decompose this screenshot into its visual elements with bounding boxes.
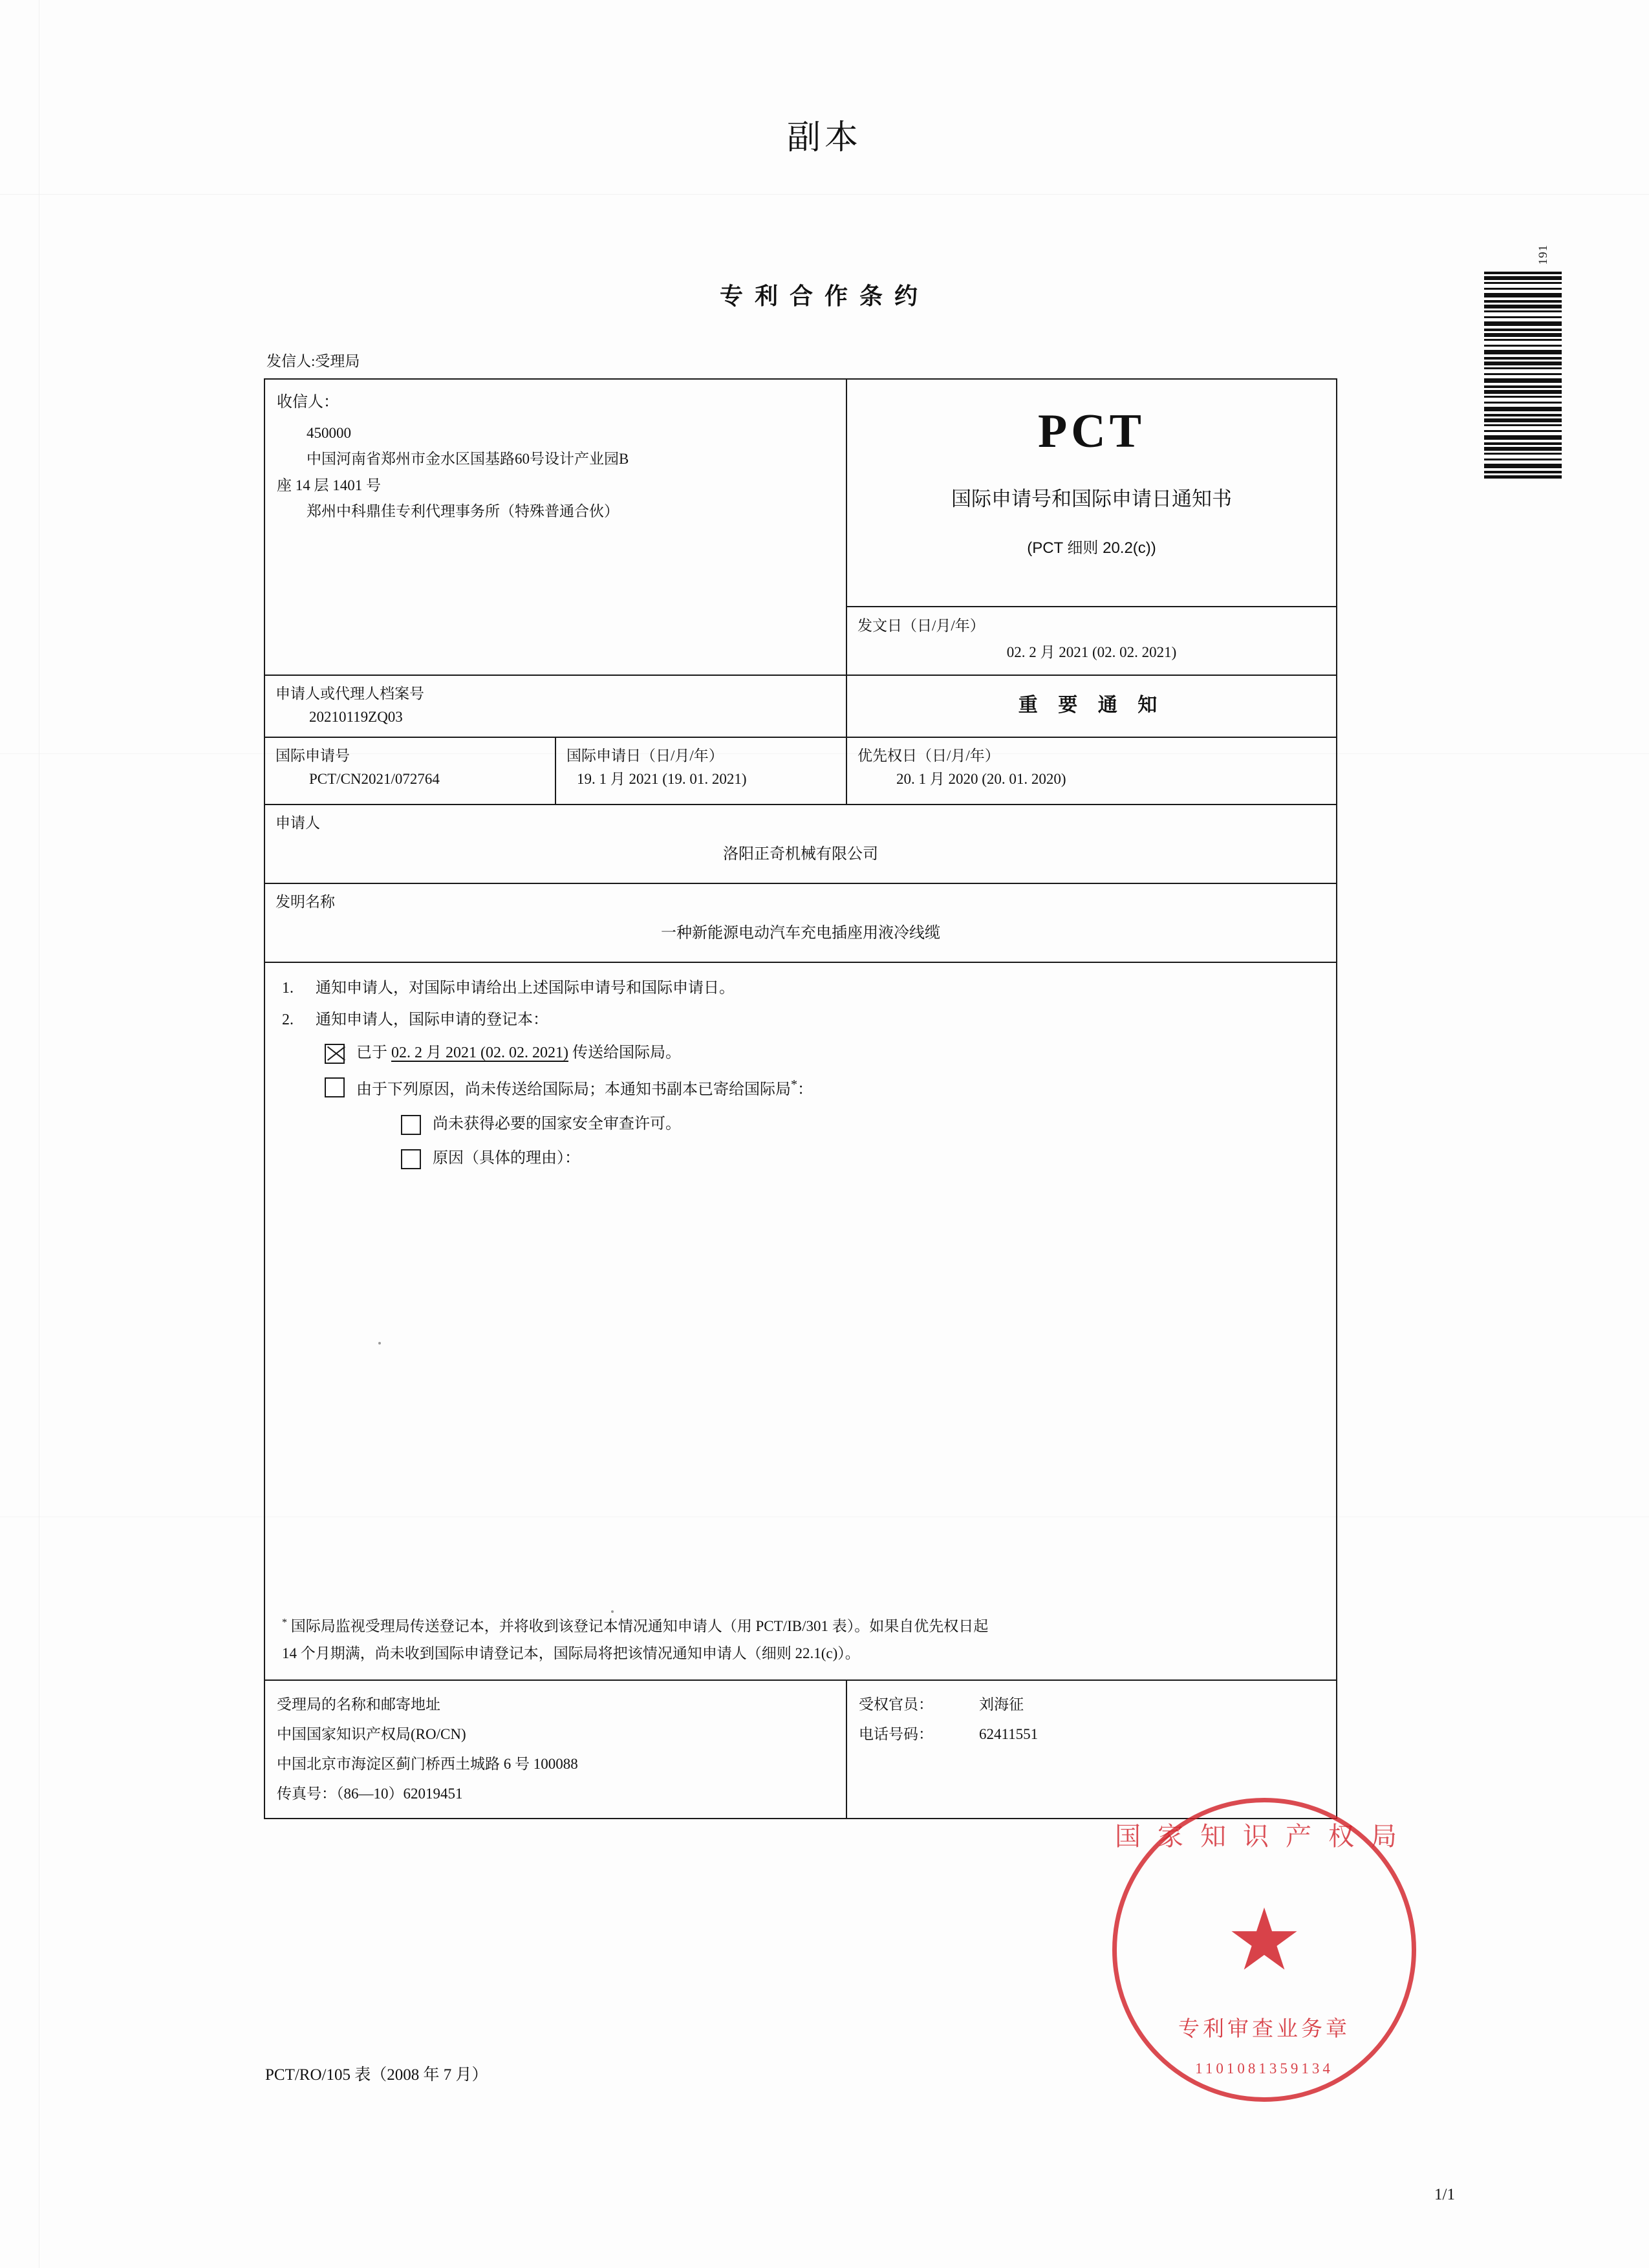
receiving-office-name: 中国国家知识产权局(RO/CN) — [277, 1726, 466, 1742]
applicant-cell — [265, 805, 1336, 884]
officer-cell — [847, 1681, 1336, 1818]
issue-date-value: 02. 2 月 2021 (02. 02. 2021) — [1006, 644, 1177, 660]
receiving-office-label: 受理局的名称和邮寄地址 — [277, 1696, 440, 1712]
important-notice-cell — [847, 676, 1336, 738]
docket-label: 申请人或代理人档案号 — [275, 686, 424, 702]
checkbox-not-transmitted[interactable] — [325, 1077, 345, 1097]
form-top-row — [265, 380, 1336, 676]
notice-option-reason[interactable] — [401, 1145, 1320, 1172]
checkbox-transmitted-checked[interactable] — [325, 1044, 345, 1064]
addressee-line-address2: 座 14 层 1401 号 — [277, 477, 381, 493]
notice-item-1 — [282, 975, 1320, 1002]
phone-value: 62411551 — [979, 1726, 1039, 1742]
invention-label: 发明名称 — [275, 894, 335, 910]
addressee-line-postcode: 450000 — [307, 425, 351, 441]
scan-artifact-line — [0, 194, 1649, 195]
pct-rule-reference: (PCT 细则 20.2(c)) — [1027, 539, 1156, 557]
numbers-row — [265, 738, 1336, 805]
invention-value: 一种新能源电动汽车充电插座用液冷线缆 — [661, 924, 940, 942]
seal-code: 1101081359134 — [1195, 2060, 1333, 2077]
not-transmitted-footnote-mark: * — [791, 1077, 797, 1092]
docket-row — [265, 676, 1336, 738]
intl-filing-date-value: 19. 1 月 2021 (19. 01. 2021) — [577, 770, 747, 787]
priority-date-label: 优先权日（日/月/年） — [857, 748, 1000, 764]
not-transmitted-text: 由于下列原因，尚未传送给国际局；本通知书副本已寄给国际局 — [356, 1081, 791, 1098]
pct-heading-box — [847, 380, 1336, 676]
pct-form — [264, 378, 1337, 1819]
pct-logo: PCT — [1038, 405, 1145, 458]
notice-footnote — [282, 1613, 1320, 1668]
officer-label: 受权官员： — [859, 1696, 933, 1712]
transmitted-prefix: 已于 — [356, 1044, 387, 1062]
docket-value: 20210119ZQ03 — [309, 708, 403, 725]
page-number: 1/1 — [1434, 2186, 1455, 2203]
phone-row — [859, 1720, 1324, 1749]
issue-date-label: 发文日（日/月/年） — [857, 618, 985, 634]
intl-filing-date-label: 国际申请日（日/月/年） — [566, 748, 724, 764]
seal-arc-text: 国家知识产权局 — [1115, 1822, 1414, 1851]
transmitted-date: 02. 2 月 2021 (02. 02. 2021) — [391, 1044, 568, 1062]
addressee-line-address1: 中国河南省郑州市金水区国基路60号设计产业园B — [307, 451, 629, 468]
priority-date-cell — [847, 738, 1336, 805]
barcode-bars — [1484, 272, 1562, 479]
notice-option-transmitted[interactable] — [325, 1039, 1320, 1067]
transmitted-suffix: 传送给国际局。 — [572, 1044, 681, 1062]
seal-star-icon: ★ — [1225, 1892, 1303, 1988]
applicant-label: 申请人 — [275, 815, 320, 831]
checkbox-security-clearance[interactable] — [401, 1115, 421, 1135]
notice-item-1-index: 1. — [282, 980, 294, 997]
seal-bottom-text: 专利审查业务章 — [1178, 2018, 1350, 2041]
applicant-value: 洛阳正奇机械有限公司 — [723, 845, 878, 863]
form-code: PCT/RO/105 表（2008 年 7 月） — [265, 2066, 488, 2084]
intl-filing-date-cell — [556, 738, 847, 805]
notice-item-2-text: 通知申请人，国际申请的登记本： — [316, 1011, 548, 1029]
security-clearance-text: 尚未获得必要的国家安全审查许可。 — [433, 1115, 681, 1132]
intl-app-no-value: PCT/CN2021/072764 — [309, 770, 440, 787]
receiving-office-cell — [265, 1681, 847, 1818]
issue-date-box — [847, 606, 1336, 676]
notice-body — [265, 963, 1336, 1681]
notice-option-not-transmitted[interactable] — [325, 1073, 1320, 1104]
notice-option-transmitted-text — [356, 1039, 681, 1067]
fax-label: 传真号： — [277, 1786, 336, 1802]
pct-subtitle: 国际申请号和国际申请日通知书 — [951, 488, 1232, 510]
invention-cell — [265, 884, 1336, 963]
phone-label: 电话号码： — [859, 1726, 933, 1742]
notice-option-not-transmitted-text: 由于下列原因，尚未传送给国际局；本通知书副本已寄给国际局*： — [356, 1077, 813, 1098]
notice-item-2-index: 2. — [282, 1011, 294, 1029]
addressee-line-agency: 郑州中科鼎佳专利代理事务所（特殊普通合伙） — [307, 502, 619, 519]
footnote-mark: * — [282, 1617, 287, 1628]
receiving-office-fax — [277, 1779, 834, 1809]
receiving-office-address: 中国北京市海淀区蓟门桥西土城路 6 号 100088 — [277, 1756, 578, 1772]
officer-row — [859, 1690, 1324, 1720]
priority-date-value: 20. 1 月 2020 (20. 01. 2020) — [896, 770, 1066, 787]
addressee-title: 收信人： — [277, 394, 339, 411]
intl-app-no-label: 国际申请号 — [275, 748, 350, 764]
footnote-line-2: 14 个月期满，尚未收到国际申请登记本，国际局将把该情况通知申请人（细则 22.1(c)）。 — [282, 1645, 860, 1662]
official-seal-stamp — [1112, 1798, 1416, 2102]
copy-mark: 副本 — [786, 120, 862, 157]
seal-ring — [1112, 1798, 1416, 2102]
docket-cell — [265, 676, 847, 738]
addressee-box — [265, 380, 847, 676]
barcode — [1484, 272, 1562, 479]
treaty-title: 专利合作条约 — [719, 283, 929, 309]
notice-item-2 — [282, 1006, 1320, 1034]
sender-label: 发信人:受理局 — [266, 353, 360, 369]
notice-option-security-clearance[interactable] — [401, 1110, 1320, 1138]
barcode-number: 191 — [1536, 244, 1550, 265]
notice-item-1-text: 通知申请人，对国际申请给出上述国际申请号和国际申请日。 — [316, 980, 735, 997]
fax-value: （86—10）62019451 — [336, 1786, 463, 1802]
reason-text: 原因（具体的理由）： — [433, 1149, 580, 1167]
important-notice-text: 重 要 通 知 — [1018, 694, 1165, 716]
officer-value: 刘海征 — [979, 1696, 1024, 1712]
footnote-line-1: 国际局监视受理局传送登记本，并将收到该登记本情况通知申请人（用 PCT/IB/301 表）。如果自优先权日起 — [290, 1617, 989, 1634]
checkbox-reason[interactable] — [401, 1149, 421, 1169]
receiving-office-row — [265, 1681, 1336, 1818]
intl-app-no-cell — [265, 738, 556, 805]
